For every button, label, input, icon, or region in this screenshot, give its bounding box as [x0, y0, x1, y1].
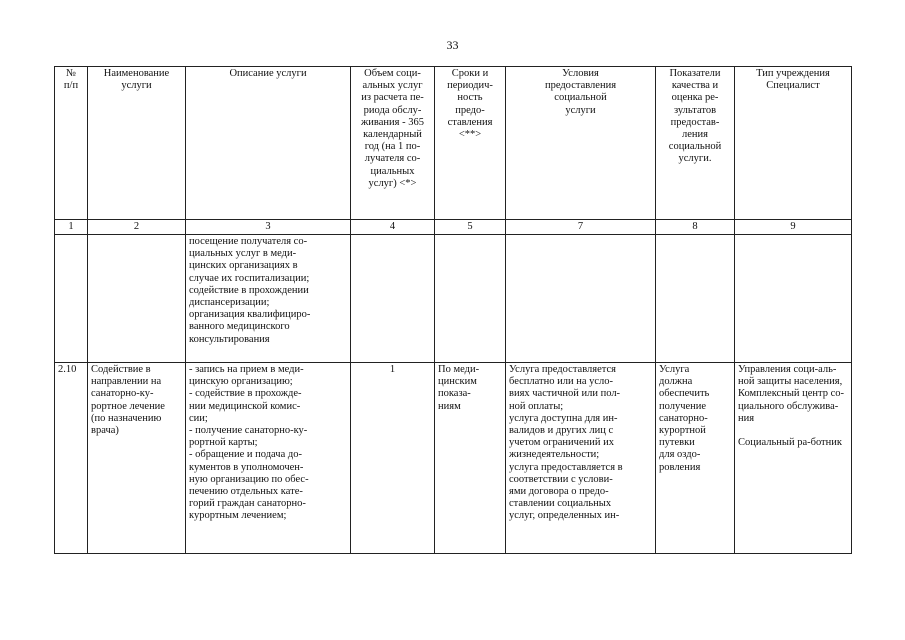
cell-empty: [435, 235, 506, 363]
cell-empty: [351, 235, 435, 363]
header-terms: Сроки и периодич- ность предо- ставления <**>: [435, 67, 506, 220]
cell-empty: [506, 235, 656, 363]
header-number: № п/п: [55, 67, 88, 220]
institution-text: Управления соци-аль- ной защиты населения, Комплексный центр со- циального обслужива- ния: [738, 364, 845, 424]
services-table: [54, 66, 852, 554]
table-row-continuation: [55, 235, 852, 363]
service-number: 2.10: [55, 363, 88, 554]
table-row-service-2-10: [55, 363, 852, 554]
header-conditions: Условия предоставления социальной услуги: [506, 67, 656, 220]
cell-empty: [735, 235, 852, 363]
cell-empty: [656, 235, 735, 363]
continuation-description: посещение получателя со- циальных услуг в меди- цинских организациях в случае их госпитализации; содействие в прохождении диспансеризации; организация квалифициро- ванного медицинского консультирования: [186, 235, 351, 363]
service-institution: [735, 363, 852, 554]
column-number: 9: [735, 220, 852, 235]
service-indicators: Услуга должна обеспечить получение санаторно- курортной путевки для оздо- ровления: [656, 363, 735, 554]
specialist-text: Социальный ра-ботник: [738, 437, 842, 449]
column-number: 8: [656, 220, 735, 235]
column-number: 2: [88, 220, 186, 235]
column-number: 5: [435, 220, 506, 235]
column-number: 7: [506, 220, 656, 235]
column-number: 1: [55, 220, 88, 235]
header-description: Описание услуги: [186, 67, 351, 220]
header-service-name: Наименование услуги: [88, 67, 186, 220]
cell-empty: [88, 235, 186, 363]
service-name: Содействие в направлении на санаторно-ку- рортное лечение (по назначению врача): [88, 363, 186, 554]
cell-empty: [55, 235, 88, 363]
column-number-row: [55, 220, 852, 235]
service-description: - запись на прием в меди- цинскую организацию; - содействие в прохожде- нии медицинской комис- сии; - получение санаторно-ку- рортной карты; - обращение и подача до- кументов в уполномочен- ную организацию по обес- печению отдельных кате- горий граждан санаторно- курортным лечением;: [186, 363, 351, 554]
column-number: 3: [186, 220, 351, 235]
service-terms: По меди- цинским показа- ниям: [435, 363, 506, 554]
service-conditions: Услуга предоставляется бесплатно или на усло- виях частичной или пол- ной оплаты; услуга доступна для ин- валидов и других лиц с учетом ограничений их жизнедеятельности; услуга предоставляется в соответствии с услови- ями договора о предо- ставлении социальных услуг, определенных ин-: [506, 363, 656, 554]
page-number: 33: [446, 38, 459, 52]
header-row: [55, 67, 852, 220]
header-volume: Объем соци- альных услуг из расчета пе- риода обслу- живания - 365 календарный год (на 1 по- лучателя со- циальных услуг) <*>: [351, 67, 435, 220]
service-volume: 1: [351, 363, 435, 554]
header-institution: Тип учреждения Специалист: [735, 67, 852, 220]
header-indicators: Показатели качества и оценка ре- зультатов предостав- ления социальной услуги.: [656, 67, 735, 220]
column-number: 4: [351, 220, 435, 235]
